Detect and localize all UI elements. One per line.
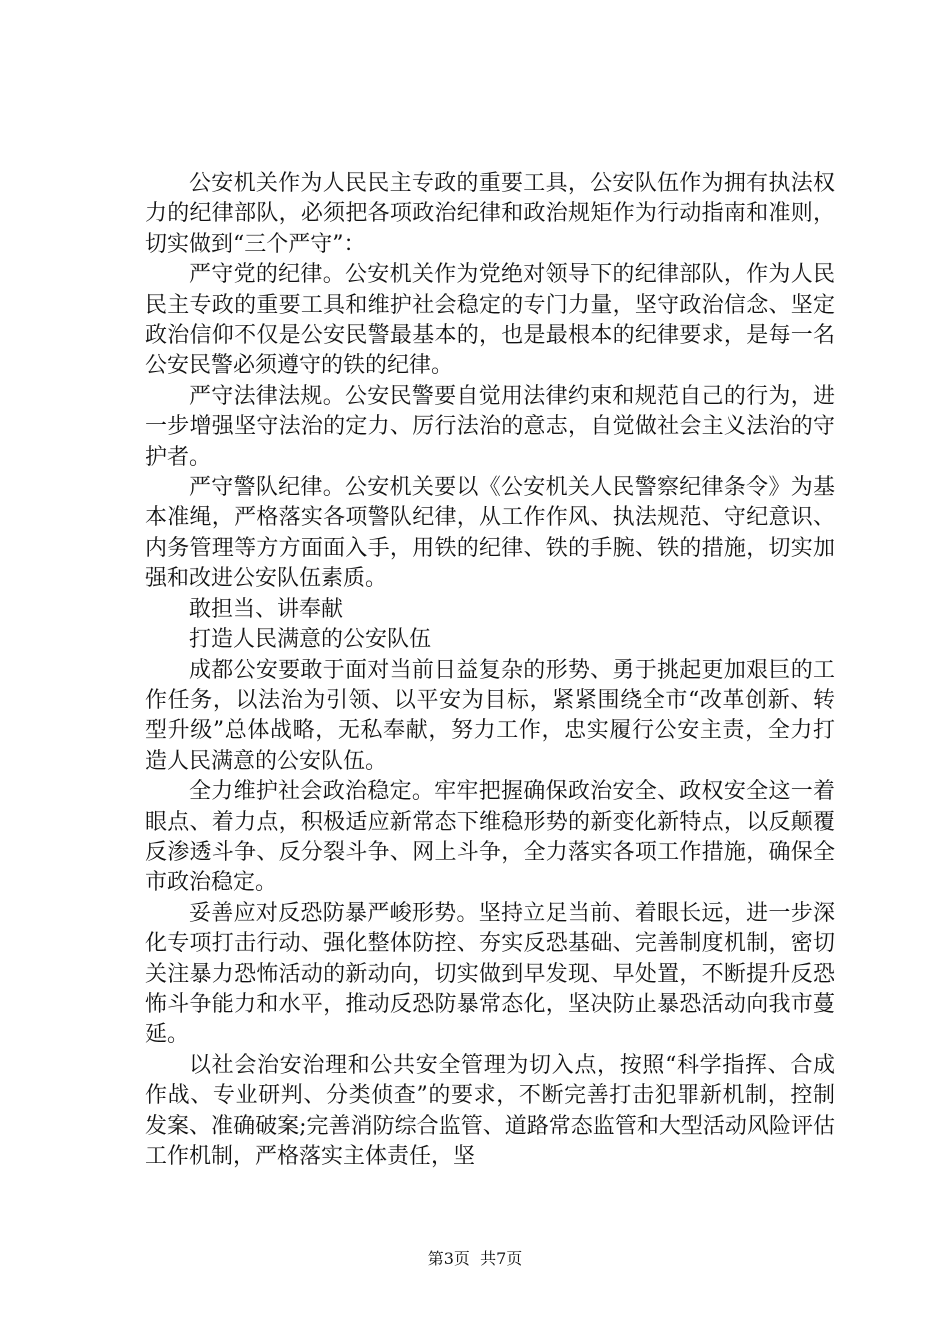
page-footer [0, 1249, 950, 1269]
paragraph: 公安机关作为人民民主专政的重要工具，公安队伍作为拥有执法权力的纪律部队，必须把各项政治纪律和政治规矩作为行动指南和准则，切实做到“三个严守”： [145, 171, 835, 257]
paragraph: 全力维护社会政治稳定。牢牢把握确保政治安全、政权安全这一着眼点、着力点，积极适应新常态下维稳形势的新变化新特点，以反颠覆反渗透斗争、反分裂斗争、网上斗争，全力落实各项工作措施，确保全市政治稳定。 [145, 779, 835, 896]
paragraph: 严守警队纪律。公安机关要以《公安机关人民警察纪律条令》为基本准绳，严格落实各项警队纪律，从工作作风、执法规范、守纪意识、内务管理等方方面面入手，用铁的纪律、铁的手腕、铁的措施，切实加强和改进公安队伍素质。 [145, 475, 835, 592]
paragraph: 严守党的纪律。公安机关作为党绝对领导下的纪律部队，作为人民民主专政的重要工具和维护社会稳定的专门力量，坚守政治信念、坚定政治信仰不仅是公安民警最基本的，也是最根本的纪律要求，是每一名公安民警必须遵守的铁的纪律。 [145, 262, 835, 379]
paragraph: 严守法律法规。公安民警要自觉用法律约束和规范自己的行为，进一步增强坚守法治的定力、厉行法治的意志，自觉做社会主义法治的守护者。 [145, 383, 835, 470]
paragraph: 以社会治安治理和公共安全管理为切入点，按照“科学指挥、合成作战、专业研判、分类侦查”的要求，不断完善打击犯罪新机制，控制发案、准确破案;完善消防综合监管、道路常态监管和大型活动风险评估工作机制，严格落实主体责任，坚 [145, 1052, 835, 1169]
paragraph: 妥善应对反恐防暴严峻形势。坚持立足当前、着眼长远，进一步深化专项打击行动、强化整体防控、夯实反恐基础、完善制度机制，密切关注暴力恐怖活动的新动向，切实做到早发现、早处置，不断提升反恐怖斗争能力和水平，推动反恐防暴常态化，坚决防止暴恐活动向我市蔓延。 [145, 900, 835, 1048]
page-number-label: 第3页 共7页 [427, 1249, 523, 1268]
section-subheading: 打造人民满意的公安队伍 [189, 627, 432, 653]
paragraph: 成都公安要敢于面对当前日益复杂的形势、勇于挑起更加艰巨的工作任务，以法治为引领、以平安为目标，紧紧围绕全市“改革创新、转型升级”总体战略，无私奉献，努力工作，忠实履行公安主责，全力打造人民满意的公安队伍。 [145, 657, 835, 774]
section-heading: 敢担当、讲奉献 [189, 596, 344, 622]
document-body [145, 169, 835, 1172]
